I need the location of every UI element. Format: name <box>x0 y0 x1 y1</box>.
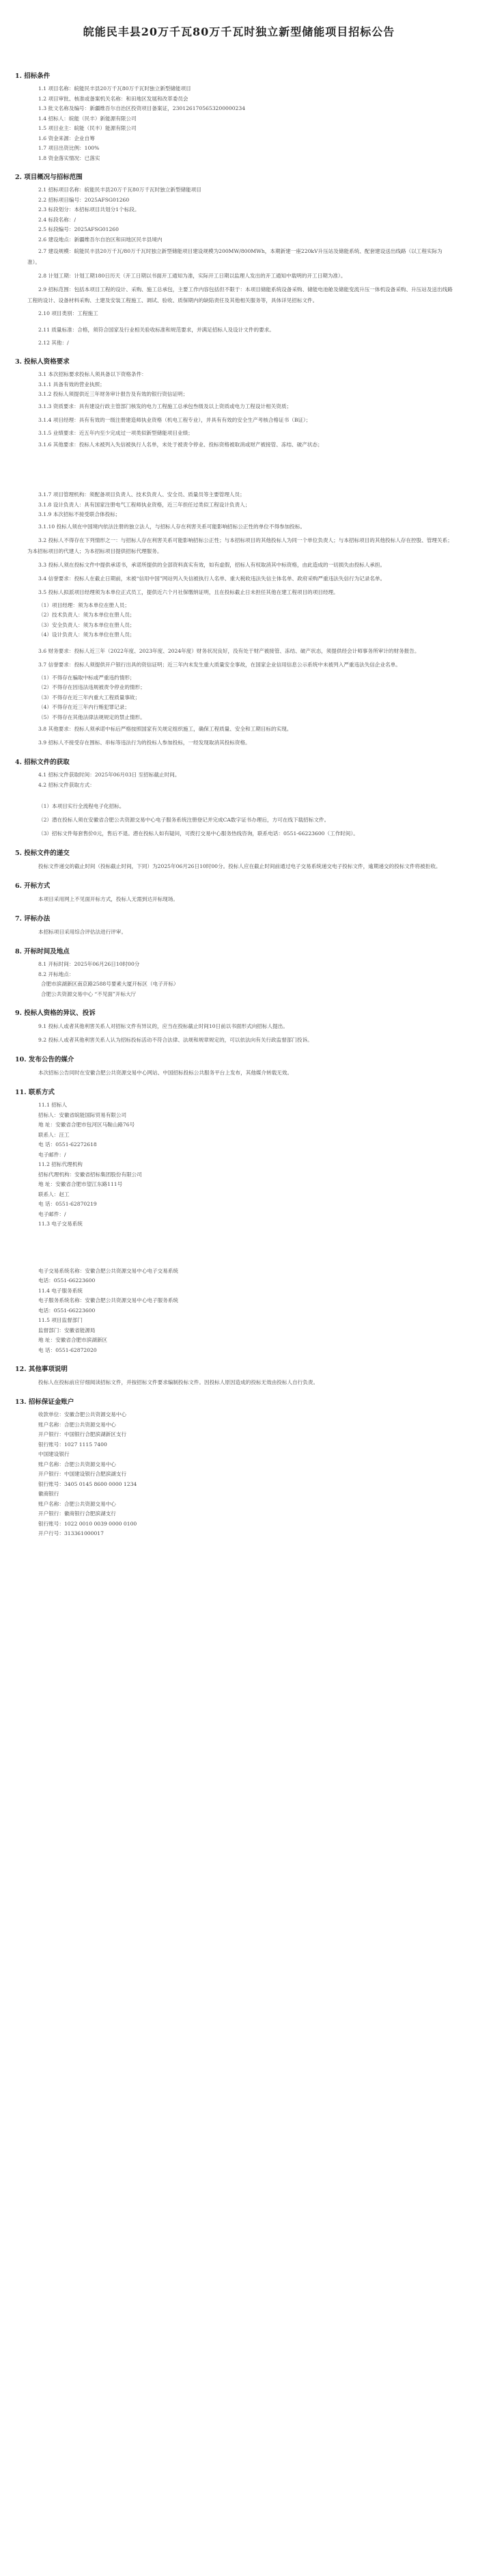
line: 开户银行：中国建设银行合肥滨湖支行 <box>38 1471 127 1477</box>
line: 徽商银行 <box>38 1491 59 1497</box>
line: 电子邮件：/ <box>38 1151 66 1158</box>
line: 银行账号：1027 1115 7400 <box>38 1441 107 1448</box>
line: 3.1.9 本次招标不接受联合体投标； <box>38 511 121 517</box>
line: 4.2 招标文件获取方式： <box>38 781 95 788</box>
line: （3）不得存在近三年内重大工程质量事故； <box>38 694 141 701</box>
line: 开户银行：中国银行合肥滨湖新区支行 <box>38 1431 127 1437</box>
section-heading: 8. 开标时间及地点 <box>15 948 70 955</box>
line: 电子邮件：/ <box>38 1210 66 1217</box>
section-3-continued <box>0 490 478 748</box>
line: 电 话：0551-62870219 <box>38 1201 97 1207</box>
paragraph: 本次招标公告同时在安徽合肥公共资源交易中心网站、中国招标投标公共服务平台上发布，其他媒介转载无效。 <box>38 1070 293 1076</box>
line: 合肥市滨湖新区南京路2588号要素大厦开标区（电子开标） <box>41 981 179 987</box>
paragraph: 9.1 投标人或者其他利害关系人对招标文件有异议的，应当在投标截止时间10日前以书面形式向招标人提出。 <box>38 1023 288 1029</box>
line: 监督部门：安徽省能源局 <box>38 1327 96 1333</box>
line: （1）不得存在骗取中标或严重违约情形； <box>38 674 135 681</box>
line: 账户名称：合肥公共资源交易中心 <box>38 1461 116 1467</box>
line: 开户银行：徽商银行合肥滨湖支行 <box>38 1510 116 1517</box>
line: 8.2 开标地点： <box>38 971 74 977</box>
line: 电 话：0551-62272618 <box>38 1141 97 1148</box>
paragraph: 本招标项目采用综合评估法进行评审。 <box>38 929 127 935</box>
section-heading: 1. 招标条件 <box>15 72 51 80</box>
line: 4.1 招标文件获取时间：2025年06月03日 至招标截止时间。 <box>38 772 180 778</box>
line: 电子服务系统名称：安徽合肥公共资源交易中心电子服务系统 <box>38 1297 179 1303</box>
section-8 <box>0 946 478 999</box>
line: （5）不得存在其他法律法规规定的禁止情形。 <box>38 714 145 720</box>
paragraph: 投标文件递交的截止时间（投标截止时间，下同）为2025年06月26日10时00分。投标人应在截止时间前通过电子交易系统递交电子投标文件，逾期递交的投标文件将被拒收。 <box>38 863 441 869</box>
paragraph: 3.4 信誉要求：投标人在截止日期前，未被“信用中国”网站列入失信被执行人名单、重大税收违法失信主体名单、政府采购严重违法失信行为记录名单。 <box>38 575 386 582</box>
line: 招标人：安徽省皖能国际贸易有限公司 <box>38 1111 127 1118</box>
section-heading: 12. 其他事项说明 <box>15 1366 68 1373</box>
section-heading: 4. 招标文件的获取 <box>15 759 70 766</box>
line: 账户名称：合肥公共资源交易中心 <box>38 1421 116 1428</box>
line: 1.2 项目审批、核准或备案机关名称：和田地区发展和改革委员会 <box>38 95 188 102</box>
section-heading: 13. 招标保证金账户 <box>15 1398 74 1406</box>
section-1 <box>0 70 478 163</box>
paragraph: 2.8 计划工期：计划工期180日历天（开工日期以书面开工通知为准，实际开工日期以监理人发出的开工通知中载明的开工日期为准）。 <box>38 273 346 279</box>
section-9 <box>0 1007 478 1046</box>
line: （4）不得存在近三年内行贿犯罪记录； <box>38 704 130 710</box>
line: 8.1 开标时间：2025年06月26日10时00分 <box>38 961 140 967</box>
section-4 <box>0 757 478 839</box>
section-13 <box>0 1396 478 1539</box>
line: 11.4 电子服务系统 <box>38 1287 83 1294</box>
line: 1.3 批文名称及编号：新疆维吾尔自治区投资项目备案证，2301261705653200000234 <box>38 105 246 111</box>
line: （1）项目经理：须为本单位在册人员； <box>38 601 130 608</box>
line: 3.1 本次招标要求投标人须具备以下资格条件： <box>38 371 147 377</box>
section-5 <box>0 848 478 872</box>
paragraph: 3.1.6 其他要求：投标人未被列入失信被执行人名单，未处于被责令停业、投标资格被取消或财产被接管、冻结、破产状态； <box>38 442 323 448</box>
line: （4）设计负责人：须为本单位在册人员； <box>38 632 135 638</box>
line: 电子交易系统名称：安徽合肥公共资源交易中心电子交易系统 <box>38 1267 179 1274</box>
line: 2.2 招标项目编号：2025AFSG01260 <box>38 196 130 203</box>
section-heading: 5. 投标文件的递交 <box>15 850 70 857</box>
line: 地 址：安徽省合肥市包河区马鞍山路76号 <box>38 1122 135 1128</box>
line: 账户名称：合肥公共资源交易中心 <box>38 1500 116 1507</box>
line: 3.1.1 具备有效的营业执照； <box>38 381 105 388</box>
section-7 <box>0 913 478 938</box>
paragraph: 3.1.4 项目经理：具有有效的一级注册建造师执业资格（机电工程专业），并具有有效的安全生产考核合格证书（B证）； <box>38 416 311 423</box>
line: （2）不得存在因违法违规被责令停业的情形； <box>38 684 145 690</box>
paragraph: 3.5 投标人拟派项目经理须为本单位正式员工，提供近六个月社保缴纳证明，且在投标截止日未担任其他在建工程项目的项目经理。 <box>38 588 339 595</box>
line: 中国建设银行 <box>38 1451 70 1457</box>
line: 3.1.5 业绩要求：近五年内至少完成过一项类似新型储能项目业绩； <box>38 429 193 436</box>
line: 招标代理机构：安徽省招标集团股份有限公司 <box>38 1171 142 1178</box>
line: 2.4 标段名称：/ <box>38 216 76 223</box>
line: 2.12 其他：/ <box>38 339 69 346</box>
line: 联系人：汪工 <box>38 1131 70 1138</box>
line: 电 话：0551-62872020 <box>38 1346 97 1353</box>
paragraph: （3）招标文件每套售价0元，售后不退。潜在投标人如有疑问，可拨打交易中心服务热线咨询，联系电话：0551-66223600（工作时间）。 <box>38 830 358 837</box>
line: 2.3 标段划分：本招标项目共划分1个标段。 <box>38 206 140 213</box>
section-heading: 6. 开标方式 <box>15 882 51 890</box>
line: 开户行号：313361000017 <box>38 1530 104 1536</box>
line: 2.6 建设地点：新疆维吾尔自治区和田地区民丰县境内 <box>38 236 163 243</box>
line: 1.6 资金来源：企业自筹 <box>38 135 95 141</box>
section-heading: 11. 联系方式 <box>15 1089 55 1096</box>
section-heading: 9. 投标人资格的异议、投诉 <box>15 1009 96 1017</box>
paragraph: 2.9 招标范围：包括本项目工程的设计、采购、施工总承包，主要工作内容包括但不限于：本项目储能系统设备采购、储能电池舱及储能变流升压一体机设备采购、升压站及送出线路工程的设计、设备材料采购、土建及安装工程施工、调试、验收、质保期内的缺陷责任及其他相关服务等，具体详见招标文件。 <box>27 286 453 303</box>
line: 电话：0551-66223600 <box>38 1277 96 1284</box>
paragraph: 2.7 建设规模：皖能民丰县20万千瓦/80万千瓦时独立新型储能项目建设规模为200MW/800MWh，本期新建一座220kV升压站及储能系统、配套建设送出线路（以工程实际为准）。 <box>27 248 442 265</box>
line: 电话：0551-66223600 <box>38 1307 96 1314</box>
line: 收款单位：安徽合肥公共资源交易中心 <box>38 1411 127 1418</box>
section-3 <box>0 356 478 450</box>
paragraph: 本项目采用网上不见面开标方式，投标人无需到达开标现场。 <box>38 896 179 902</box>
line: 1.8 资金落实情况：已落实 <box>38 154 100 161</box>
section-6 <box>0 880 478 905</box>
line: 合肥公共资源交易中心 “不见面”开标大厅 <box>41 990 137 997</box>
line: 银行账号：1022 0010 0039 0000 0100 <box>38 1520 137 1527</box>
section-heading: 7. 评标办法 <box>15 915 51 923</box>
paragraph: 3.1.10 投标人须在中国境内依法注册的独立法人，与招标人存在利害关系可能影响招标公正性的单位不得参加投标。 <box>38 523 306 530</box>
paragraph: 2.11 质量标准：合格，须符合国家及行业相关验收标准和规范要求，并满足招标人及设计文件的要求。 <box>38 326 275 333</box>
line: 1.4 招标人：皖能（民丰）新能源有限公司 <box>38 115 137 122</box>
line: （3）安全负责人：须为本单位在册人员； <box>38 621 135 628</box>
line: 3.1.7 项目管理机构：须配备项目负责人、技术负责人、安全员、质量员等主要管理人员； <box>38 491 245 498</box>
line: 银行账号：3405 0145 8600 0000 1234 <box>38 1480 137 1487</box>
paragraph: 3.6 财务要求：投标人近三年（2022年度、2023年度、2024年度）财务状况良好，没有处于财产被接管、冻结、破产状态，须提供经会计师事务所审计的财务报告。 <box>38 647 420 654</box>
section-heading: 3. 投标人资格要求 <box>15 358 70 366</box>
section-11 <box>0 1087 478 1355</box>
line: 联系人：赵工 <box>38 1191 70 1197</box>
paragraph: 3.8 其他要求：投标人须承诺中标后严格按照国家有关规定组织施工，确保工程质量、安全和工期目标的实现。 <box>38 726 292 732</box>
page-title: 皖能民丰县20万千瓦80万千瓦时独立新型储能项目招标公告 <box>83 25 395 38</box>
paragraph: 3.2 投标人不得存在下列情形之一：与招标人存在利害关系可能影响招标公正性；与本招标项目的其他投标人为同一个单位负责人；与本招标项目的其他投标人存在控股、管理关系；为本招标项目的代建人；为本招标项目提供招标代理服务。 <box>27 537 453 554</box>
section-10 <box>0 1054 478 1079</box>
paragraph: 投标人在投标前应仔细阅读招标文件，并按招标文件要求编制投标文件。因投标人原因造成的投标无效由投标人自行负责。 <box>38 1379 319 1385</box>
section-12 <box>0 1364 478 1388</box>
paragraph: （2）潜在投标人须在安徽省合肥公共资源交易中心电子服务系统注册登记并完成CA数字证书办理后，方可在线下载招标文件。 <box>38 817 330 823</box>
document <box>0 23 478 1539</box>
line: 11.2 招标代理机构 <box>38 1161 83 1167</box>
line: 3.1.2 投标人须提供近三年财务审计报告及有效的银行资信证明； <box>38 391 188 397</box>
line: 11.1 招标人 <box>38 1102 68 1108</box>
line: （2）技术负责人：须为本单位在册人员； <box>38 612 135 618</box>
section-heading: 10. 发布公告的媒介 <box>15 1056 74 1063</box>
line: 11.5 项目监督部门 <box>38 1317 83 1323</box>
line: 1.5 项目业主：皖能（民丰）能源有限公司 <box>38 125 137 131</box>
line: 2.10 项目类别：工程施工 <box>38 310 98 316</box>
line: 11.3 电子交易系统 <box>38 1221 83 1227</box>
line: 2.5 标段编号：2025AFSG01260 <box>38 226 119 232</box>
paragraph: 3.1.3 资质要求：具有建设行政主管部门核发的电力工程施工总承包叁级及以上资质或电力工程设计相关资质； <box>38 403 292 409</box>
paragraph: 3.3 投标人须在投标文件中提供承诺书，承诺所提供的全部资料真实有效，如有虚假，招标人有权取消其中标资格，由此造成的一切损失由投标人承担。 <box>38 561 386 568</box>
paragraph: （1）本项目实行全流程电子化招标。 <box>38 803 125 809</box>
paragraph: 3.9 招标人不接受存在围标、串标等违法行为的投标人参加投标，一经发现取消其投标资格。 <box>38 740 251 746</box>
line: 1.7 项目出资比例：100% <box>38 145 100 151</box>
section-2 <box>0 172 478 348</box>
section-heading: 2. 项目概况与招标范围 <box>15 174 83 181</box>
line: 1.1 项目名称：皖能民丰县20万千瓦80万千瓦时独立新型储能项目 <box>38 85 191 92</box>
line: 2.1 招标项目名称：皖能民丰县20万千瓦80万千瓦时独立新型储能项目 <box>38 187 201 193</box>
line: 地 址：安徽省合肥市滨湖新区 <box>38 1337 108 1343</box>
paragraph: 3.7 信誉要求：投标人须提供开户银行出具的资信证明；近三年内未发生重大质量安全事故，在国家企业信用信息公示系统中未被列入严重违法失信企业名单。 <box>38 661 401 668</box>
line: 3.1.8 设计负责人：具有国家注册电气工程师执业资格，近三年担任过类似工程设计负责人； <box>38 501 251 508</box>
paragraph: 9.2 投标人或者其他利害关系人认为招标投标活动不符合法律、法规和规章规定的，可以依法向有关行政监督部门投诉。 <box>38 1037 313 1043</box>
line: 地 址：安徽省合肥市望江东路111号 <box>38 1181 123 1187</box>
